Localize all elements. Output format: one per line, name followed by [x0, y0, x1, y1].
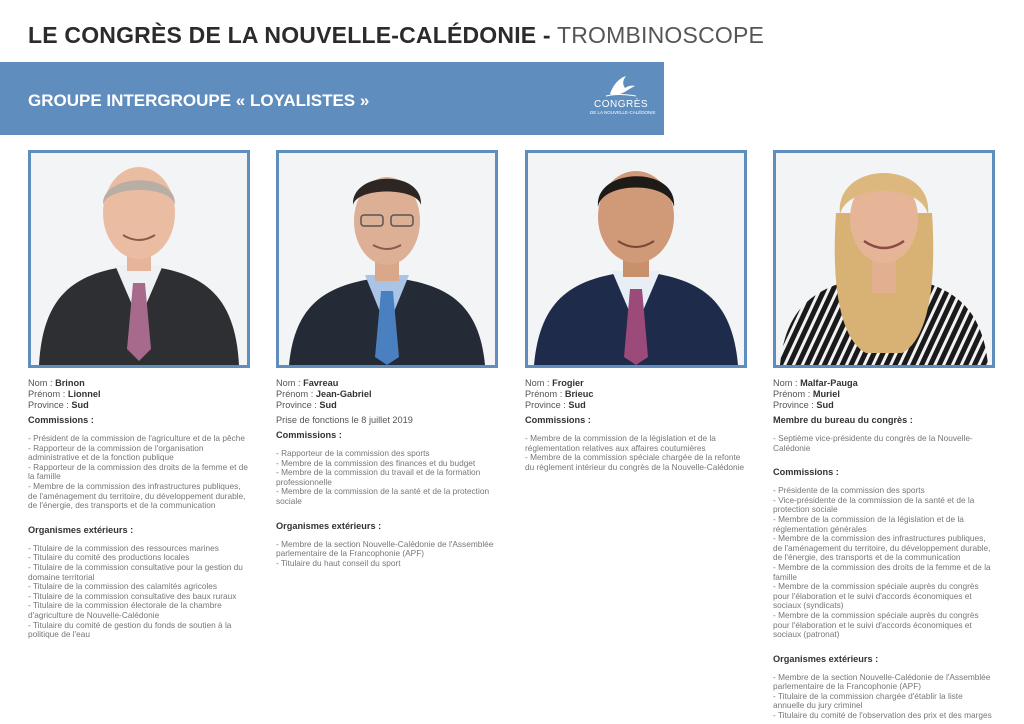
commissions-list: [525, 434, 747, 472]
member-photo: [773, 150, 995, 368]
commissions-list: [28, 434, 250, 511]
label-prenom: Prénom :: [28, 389, 66, 399]
bureau-heading: Membre du bureau du congrès :: [773, 415, 913, 425]
list-item: - Titulaire du comité de l'observation des prix et des marges: [773, 710, 992, 721]
bird-logo-icon: [604, 74, 638, 98]
list-item: - Titulaire du comité de gestion du fonds de soutien à la politique de l'eau: [28, 619, 232, 640]
member-prenom: Lionnel: [67, 389, 101, 399]
member-province: Sud: [816, 400, 834, 410]
list-item: - Titulaire de la commission consultative pour la gestion du domaine territorial: [28, 561, 243, 582]
member-photo: [276, 150, 498, 368]
member-photo: [525, 150, 747, 368]
member-identity: [276, 378, 498, 426]
label-prenom: Prénom :: [773, 389, 811, 399]
organismes-heading: Organismes extérieurs :: [28, 524, 134, 535]
label-nom: Nom :: [773, 378, 798, 388]
page-title: [28, 22, 764, 49]
list-item: - Titulaire du comité des productions locales: [28, 552, 190, 563]
group-name: GROUPE INTERGROUPE « LOYALISTES »: [28, 91, 370, 110]
label-province: Province :: [276, 400, 317, 410]
label-prenom: Prénom :: [525, 389, 563, 399]
list-item: - Titulaire de la commission électorale de la chambre d'agriculture de Nouvelle-Calédonie: [28, 600, 222, 620]
list-item: - Membre de la section Nouvelle-Calédonie de l'Assemblée parlementaire de la Francophonie (APF): [773, 671, 991, 692]
list-item: - Membre de la commission des infrastructures publiques, de l'aménagement du territoire, du développement durable, de l'énergie, des transports et de la communication: [28, 480, 246, 511]
organismes-list: [276, 540, 498, 569]
commissions-heading: Commissions :: [525, 415, 591, 425]
list-item: - Membre de la commission des droits de la femme et de la famille: [773, 561, 991, 582]
list-item: - Membre de la commission spéciale auprès du congrès pour l'élaboration et le suivi d'accords économiques et sociaux (patronat): [773, 609, 979, 640]
label-nom: Nom :: [525, 378, 550, 388]
list-item: - Membre de la commission de la législation et de la réglementation générales: [773, 513, 964, 534]
label-province: Province :: [773, 400, 814, 410]
list-item: - Titulaire de la commission des ressources marines: [28, 542, 219, 553]
list-item: - Membre de la commission spéciale auprès du congrès pour l'élaboration et le suivi d'accords économiques et sociaux (syndicats): [773, 581, 979, 611]
bureau-list: [773, 434, 995, 453]
label-province: Province :: [525, 400, 566, 410]
list-item: - Titulaire de la commission consultative des baux ruraux: [28, 590, 237, 601]
label-province: Province :: [28, 400, 69, 410]
list-item: - Membre de la commission des finances et du budget: [276, 457, 476, 468]
commissions-heading: Commissions :: [276, 430, 342, 440]
label-nom: Nom :: [28, 378, 53, 388]
member-province: Sud: [568, 400, 586, 410]
list-item: - Rapporteur de la commission de l'organisation administrative et de la fonction publique: [28, 442, 204, 463]
member-nom: Favreau: [303, 378, 339, 388]
label-prenom: Prénom :: [276, 389, 314, 399]
member-card-frogier: [525, 150, 747, 472]
member-card-malfar-pauga: [773, 150, 995, 721]
list-item: - Membre de la commission des infrastructures publiques, de l'aménagement du territoire, du développement durable, de l'énergie, des transports et de la communication: [773, 533, 991, 563]
prise-de-fonctions: Prise de fonctions le 8 juillet 2019: [276, 415, 413, 425]
organismes-heading: Organismes extérieurs :: [276, 520, 382, 531]
list-item: - Président de la commission de l'agriculture et de la pêche: [28, 433, 245, 443]
congres-logo: [590, 74, 656, 124]
member-prenom: Brieuc: [564, 389, 594, 399]
member-identity: [525, 378, 747, 411]
list-item: - Septième vice-présidente du congrès de la Nouvelle-Calédonie: [773, 433, 973, 453]
member-identity: [773, 378, 995, 411]
page-title-main: LE CONGRÈS DE LA NOUVELLE-CALÉDONIE -: [28, 22, 551, 48]
list-item: - Membre de la section Nouvelle-Calédonie de l'Assemblée parlementaire de la Francophonie (APF): [276, 538, 494, 559]
group-banner: [0, 62, 664, 135]
logo-text: CONGRÈS: [593, 99, 649, 110]
commissions-heading: Commissions :: [773, 467, 839, 478]
page-title-sub: TROMBINOSCOPE: [556, 22, 765, 48]
commissions-list: [276, 449, 498, 507]
organismes-heading: Organismes extérieurs :: [773, 653, 879, 664]
member-prenom: Muriel: [812, 389, 840, 399]
member-card-favreau: [276, 150, 498, 568]
list-item: - Vice-présidente de la commission de la santé et de la protection sociale: [773, 494, 975, 515]
member-photo: [28, 150, 250, 368]
commissions-list: [773, 486, 995, 640]
list-item: - Présidente de la commission des sports: [773, 485, 925, 496]
member-prenom: Jean-Gabriel: [315, 389, 372, 399]
list-item: - Membre de la commission de la législation et de la réglementation relatives aux affaires coutumières: [525, 433, 716, 453]
member-card-brinon: [28, 150, 250, 640]
organismes-list: [28, 544, 250, 640]
member-province: Sud: [71, 400, 89, 410]
label-nom: Nom :: [276, 378, 301, 388]
list-item: - Titulaire du haut conseil du sport: [276, 557, 401, 568]
member-nom: Frogier: [552, 378, 584, 388]
list-item: - Membre de la commission de la santé et de la protection sociale: [276, 486, 490, 506]
member-province: Sud: [319, 400, 337, 410]
logo-subtext: DE LA NOUVELLE-CALÉDONIE: [590, 110, 656, 115]
member-identity: [28, 378, 250, 411]
organismes-list: [773, 673, 995, 721]
member-nom: Malfar-Pauga: [800, 378, 858, 388]
list-item: - Membre de la commission spéciale chargée de la refonte du règlement intérieur du congrès de la Nouvelle-Calédonie: [525, 452, 745, 472]
list-item: - Titulaire de la commission des calamités agricoles: [28, 581, 218, 592]
list-item: - Membre de la commission du travail et de la formation professionnelle: [276, 467, 481, 487]
list-item: - Titulaire de la commission chargée d'établir la liste annuelle du jury criminel: [773, 690, 963, 711]
list-item: - Rapporteur de la commission des droits de la femme et de la famille: [28, 461, 248, 482]
member-nom: Brinon: [55, 378, 85, 388]
commissions-heading: Commissions :: [28, 415, 94, 425]
list-item: - Rapporteur de la commission des sports: [276, 448, 430, 458]
